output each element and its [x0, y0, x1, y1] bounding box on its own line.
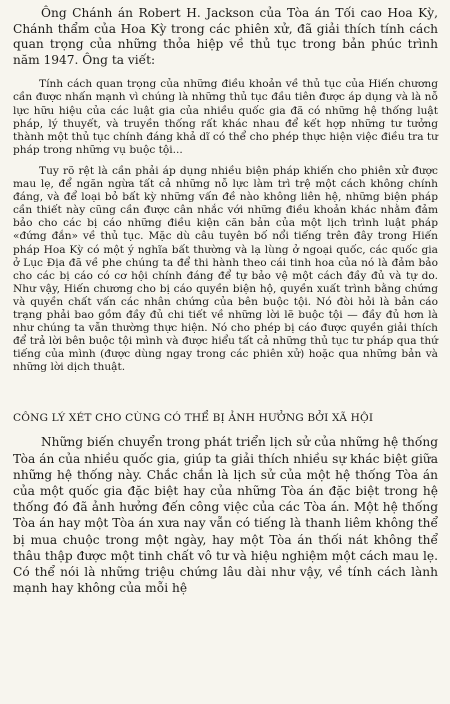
section-heading: CÔNG LÝ XÉT CHO CÙNG CÓ THỂ BỊ ẢNH HƯỞNG BỞI XÃ HỘI — [13, 412, 374, 425]
quote-paragraph-1: Tính cách quan trọng của những điều khoản về thủ tục của Hiến chương cần được nhấn mạnh vì chúng là những thủ tục đầu tiên được áp dụng và là nỗ lực hữu hiệu của các luật gia của nhiều quốc gia đã có những hệ thống luật pháp, lý thuyết, và truyền thống rất khác nhau để kết hợp những tư tưởng thành một thủ tục chính đáng khả dĩ có thể cho phép thực hiện việc điều tra tư pháp trong những vụ buộc tội... — [13, 78, 438, 156]
intro-paragraph: Ông Chánh án Robert H. Jackson của Tòa án Tối cao Hoa Kỳ, Chánh thẩm của Hoa Kỳ trong các phiên xử, đã giải thích tính cách quan trọng của những thỏa hiệp về thủ tục trong bản phúc trình năm 1947. Ông ta viết: — [13, 6, 438, 67]
body-paragraph: Những biến chuyển trong phát triển lịch sử của những hệ thống Tòa án của nhiều quốc gia, giúp ta giải thích nhiều sự khác biệt giữa những hệ thống này. Chắc chắn là lịch sử của một hệ thống Tòa án của một quốc gia đặc biệt hay của những Tòa án đặc biệt trong hệ thống đó đã ảnh hưởng đến công việc của các Tòa án. Một hệ thống Tòa án hay một Tòa án xưa nay vẫn có tiếng là thanh liêm không thể bị mua chuộc trong một ngày, hay một Tòa án thối nát không thể thâu thập được một tinh chất vô tư và hiệu nghiệm một cách mau lẹ. Có thể nói là những triệu chứng lâu dài như vậy, về tính cách lành mạnh hay không của mỗi hệ — [13, 435, 438, 596]
quote-paragraph-2: Tuy rõ rệt là cần phải áp dụng nhiều biện pháp khiến cho phiên xử được mau lẹ, để ngăn ngừa tất cả những nỗ lực làm trì trệ một cách không chính đáng, và để loại bỏ bất kỳ những vấn đề nào không liên hệ, những biện pháp cần thiết này cũng cần được cân nhắc với những điều khoản khác nhằm đảm bảo cho các bị cáo những điều kiện căn bản của một lịch trình luật pháp «đứng đắn» về thủ tục. Mặc dù câu tuyên bố nổi tiếng trên đây trong Hiến pháp Hoa Kỳ có một ý nghĩa bất thường và lạ lùng ở ngoại quốc, các quốc gia ở Lục Địa đã về phe chúng ta để thi hành theo cái tinh hoa của nó là đảm bảo cho các bị cáo có cơ hội chính đáng để tự bảo vệ một cách đầy đủ và tự do. Như vậy, Hiến chương cho bị cáo quyền biện hộ, quyền xuất trình bằng chứng và quyền chất vấn các nhân chứng của bên buộc tội. Nó đòi hỏi là bản cáo trạng phải bao gồm đầy đủ chi tiết về những lời lẽ buộc tội — đầy đủ hơn là như chúng ta vẫn thường thực hiện. Nó cho phép bị cáo được quyền giải thích để trả lời bên buộc tội mình và được hiểu tất cả những thủ tục tư pháp qua thứ tiếng của mình (được dùng ngay trong các phiên xử) hoặc qua những bản và những lời dịch thuật. — [13, 164, 438, 374]
